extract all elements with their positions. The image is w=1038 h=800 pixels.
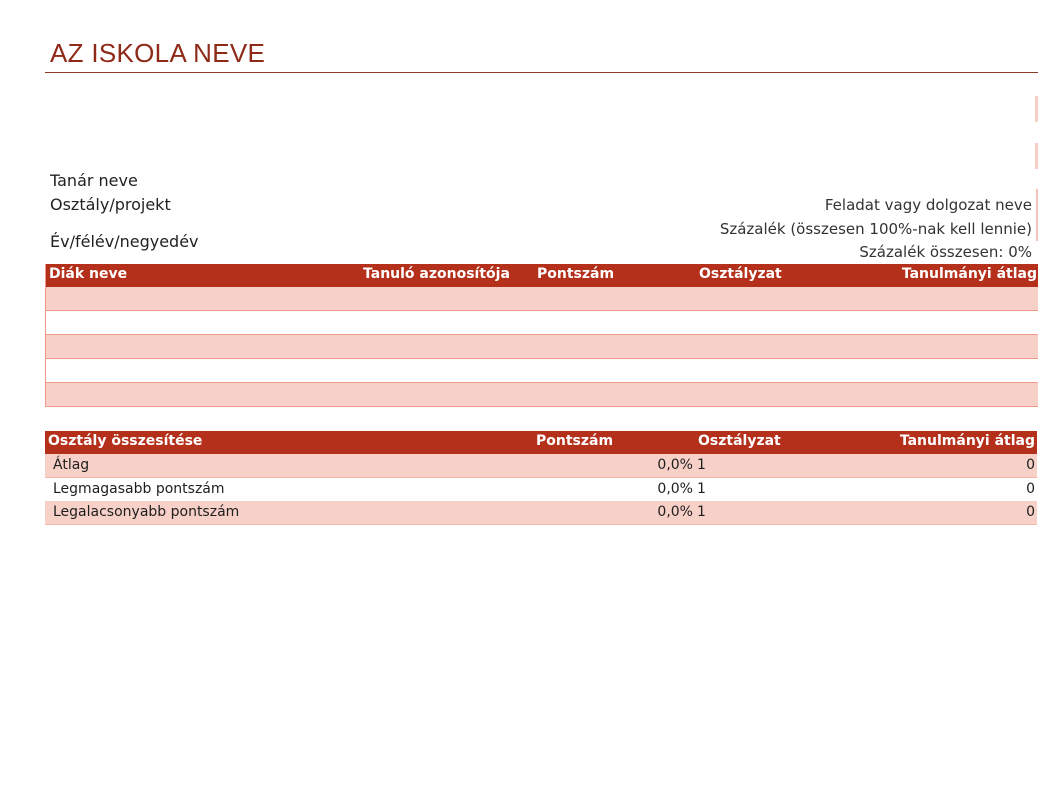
summary-label: Legmagasabb pontszám <box>53 481 225 497</box>
page-title: AZ ISKOLA NEVE <box>50 38 266 68</box>
summary-score: 0,0% <box>657 481 693 497</box>
summary-table <box>45 431 1037 525</box>
summary-score: 0,0% <box>657 457 693 473</box>
summary-label: Átlag <box>53 457 90 473</box>
col-summary-gpa[interactable]: Tanulmányi átlag <box>899 433 1035 449</box>
term-label: Év/félév/negyedév <box>50 232 199 251</box>
col-summary-score[interactable]: Pontszám <box>536 433 614 449</box>
summary-table-header <box>45 431 1037 454</box>
percent-label: Százalék (összesen 100%-nak kell lennie) <box>719 220 1032 238</box>
student-table <box>45 264 1038 407</box>
summary-score: 0,0% <box>657 504 693 520</box>
student-row[interactable] <box>46 383 1038 407</box>
summary-gpa: 0 <box>1026 504 1035 520</box>
student-row[interactable] <box>46 311 1038 335</box>
col-summary-grade[interactable]: Osztályzat <box>698 433 781 449</box>
col-summary-title[interactable]: Osztály összesítése <box>48 433 203 449</box>
student-table-header <box>46 264 1038 287</box>
summary-grade: 1 <box>697 481 706 497</box>
summary-gpa: 0 <box>1026 457 1035 473</box>
title-divider <box>45 72 1038 73</box>
student-row[interactable] <box>46 287 1038 311</box>
summary-grade: 1 <box>697 504 706 520</box>
class-project-label: Osztály/projekt <box>50 195 171 214</box>
summary-row-average[interactable] <box>45 454 1037 478</box>
student-row[interactable] <box>46 359 1038 383</box>
summary-row-lowest[interactable] <box>45 501 1037 525</box>
col-gpa[interactable]: Tanulmányi átlag <box>901 266 1037 282</box>
summary-grade: 1 <box>697 457 706 473</box>
col-student-id[interactable]: Tanuló azonosítója <box>363 266 510 282</box>
summary-label: Legalacsonyabb pontszám <box>53 504 240 520</box>
col-grade[interactable]: Osztályzat <box>699 266 782 282</box>
summary-gpa: 0 <box>1026 481 1035 497</box>
assignment-name-label: Feladat vagy dolgozat neve <box>824 196 1032 214</box>
percent-total-label: Százalék összesen: 0% <box>859 243 1032 261</box>
col-score[interactable]: Pontszám <box>537 266 615 282</box>
summary-row-highest[interactable] <box>45 478 1037 501</box>
teacher-name-label: Tanár neve <box>50 171 138 190</box>
col-student-name[interactable]: Diák neve <box>49 266 128 282</box>
student-row[interactable] <box>46 335 1038 359</box>
